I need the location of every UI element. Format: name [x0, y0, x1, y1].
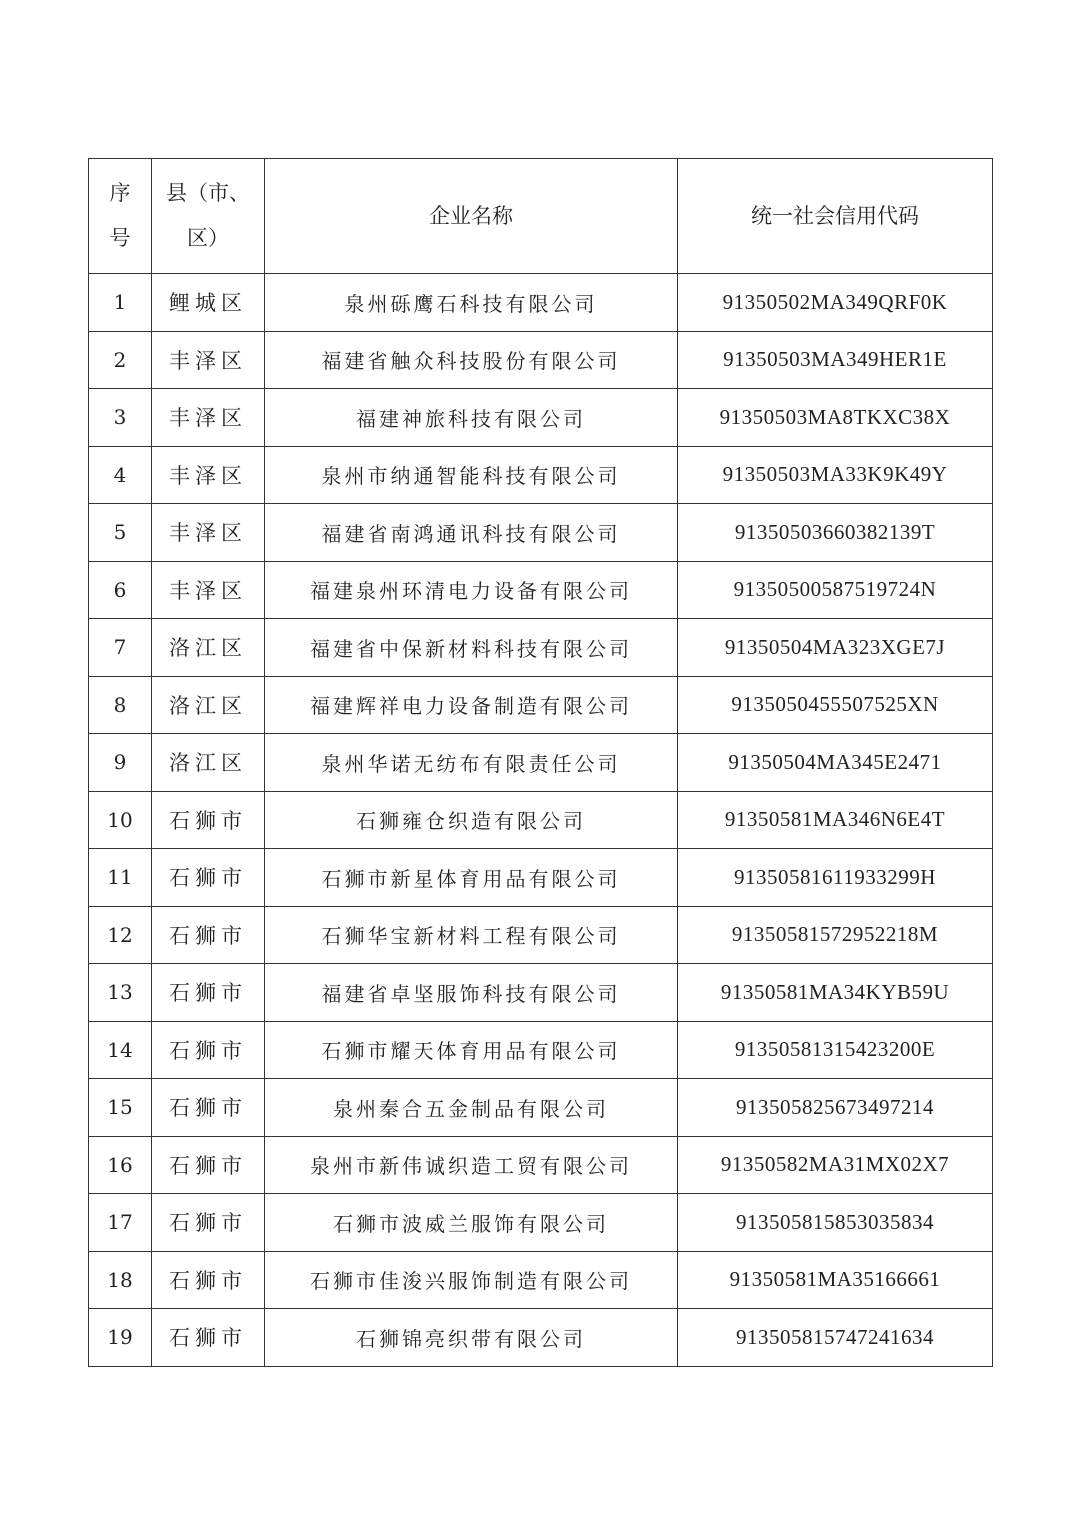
- cell-credit-code: 91350582MA31MX02X7: [678, 1136, 993, 1194]
- cell-enterprise-name: 福建泉州环清电力设备有限公司: [265, 561, 678, 619]
- cell-credit-code: 91350503MA349HER1E: [678, 331, 993, 389]
- table-row: [89, 331, 993, 389]
- cell-county: 石狮市: [152, 1194, 265, 1252]
- cell-credit-code: 91350503MA8TKXC38X: [678, 389, 993, 447]
- table-row: [89, 274, 993, 332]
- cell-county: 丰泽区: [152, 446, 265, 504]
- table-row: [89, 849, 993, 907]
- header-county-line1: 县（市、: [166, 181, 250, 205]
- cell-enterprise-name: 福建神旅科技有限公司: [265, 389, 678, 447]
- table-row: [89, 1309, 993, 1367]
- cell-seq: 19: [89, 1309, 152, 1367]
- cell-seq: 14: [89, 1021, 152, 1079]
- cell-seq: 9: [89, 734, 152, 792]
- table-row: [89, 964, 993, 1022]
- cell-seq: 5: [89, 504, 152, 562]
- cell-credit-code: 91350504MA323XGE7J: [678, 619, 993, 677]
- table-row: [89, 791, 993, 849]
- cell-enterprise-name: 泉州华诺无纺布有限责任公司: [265, 734, 678, 792]
- cell-credit-code: 91350581315423200E: [678, 1021, 993, 1079]
- table-header-row: [89, 159, 993, 274]
- cell-county: 丰泽区: [152, 504, 265, 562]
- table-row: [89, 1079, 993, 1137]
- cell-enterprise-name: 泉州市纳通智能科技有限公司: [265, 446, 678, 504]
- cell-seq: 4: [89, 446, 152, 504]
- table-row: [89, 1021, 993, 1079]
- cell-credit-code: 91350581MA346N6E4T: [678, 791, 993, 849]
- cell-credit-code: 913505815747241634: [678, 1309, 993, 1367]
- cell-seq: 16: [89, 1136, 152, 1194]
- header-county: [152, 159, 265, 274]
- cell-enterprise-name: 福建省中保新材料科技有限公司: [265, 619, 678, 677]
- cell-enterprise-name: 泉州砾鹰石科技有限公司: [265, 274, 678, 332]
- cell-county: 石狮市: [152, 906, 265, 964]
- cell-county: 石狮市: [152, 1021, 265, 1079]
- table-row: [89, 619, 993, 677]
- cell-seq: 10: [89, 791, 152, 849]
- cell-enterprise-name: 福建省卓坚服饰科技有限公司: [265, 964, 678, 1022]
- cell-county: 丰泽区: [152, 331, 265, 389]
- table-row: [89, 1251, 993, 1309]
- cell-county: 石狮市: [152, 964, 265, 1022]
- cell-credit-code: 91350503660382139T: [678, 504, 993, 562]
- header-enterprise-name: 企业名称: [265, 159, 678, 274]
- header-seq-line1: 序: [109, 181, 131, 205]
- table-row: [89, 504, 993, 562]
- cell-county: 石狮市: [152, 1136, 265, 1194]
- cell-seq: 12: [89, 906, 152, 964]
- table-row: [89, 906, 993, 964]
- cell-enterprise-name: 石狮锦亮织带有限公司: [265, 1309, 678, 1367]
- cell-seq: 18: [89, 1251, 152, 1309]
- cell-credit-code: 91350503MA33K9K49Y: [678, 446, 993, 504]
- table-row: [89, 734, 993, 792]
- cell-seq: 7: [89, 619, 152, 677]
- cell-enterprise-name: 泉州秦合五金制品有限公司: [265, 1079, 678, 1137]
- cell-credit-code: 91350581MA34KYB59U: [678, 964, 993, 1022]
- cell-enterprise-name: 石狮华宝新材料工程有限公司: [265, 906, 678, 964]
- cell-seq: 6: [89, 561, 152, 619]
- cell-seq: 13: [89, 964, 152, 1022]
- header-seq: [89, 159, 152, 274]
- cell-seq: 11: [89, 849, 152, 907]
- cell-enterprise-name: 福建省南鸿通讯科技有限公司: [265, 504, 678, 562]
- cell-enterprise-name: 石狮市波威兰服饰有限公司: [265, 1194, 678, 1252]
- cell-credit-code: 91350500587519724N: [678, 561, 993, 619]
- cell-credit-code: 91350502MA349QRF0K: [678, 274, 993, 332]
- cell-county: 石狮市: [152, 1251, 265, 1309]
- cell-county: 鲤城区: [152, 274, 265, 332]
- cell-credit-code: 91350581611933299H: [678, 849, 993, 907]
- cell-credit-code: 913505825673497214: [678, 1079, 993, 1137]
- cell-county: 洛江区: [152, 619, 265, 677]
- cell-seq: 8: [89, 676, 152, 734]
- cell-enterprise-name: 石狮雍仓织造有限公司: [265, 791, 678, 849]
- cell-county: 洛江区: [152, 676, 265, 734]
- cell-seq: 1: [89, 274, 152, 332]
- cell-county: 石狮市: [152, 849, 265, 907]
- cell-credit-code: 913505815853035834: [678, 1194, 993, 1252]
- cell-credit-code: 91350504MA345E2471: [678, 734, 993, 792]
- cell-county: 石狮市: [152, 791, 265, 849]
- cell-enterprise-name: 石狮市耀天体育用品有限公司: [265, 1021, 678, 1079]
- cell-county: 石狮市: [152, 1079, 265, 1137]
- cell-county: 石狮市: [152, 1309, 265, 1367]
- cell-seq: 2: [89, 331, 152, 389]
- cell-seq: 3: [89, 389, 152, 447]
- cell-seq: 15: [89, 1079, 152, 1137]
- cell-credit-code: 91350581MA35166661: [678, 1251, 993, 1309]
- cell-credit-code: 91350581572952218M: [678, 906, 993, 964]
- table-row: [89, 1194, 993, 1252]
- header-seq-line2: 号: [109, 226, 131, 250]
- cell-county: 丰泽区: [152, 389, 265, 447]
- enterprise-table: [88, 158, 993, 1367]
- cell-county: 洛江区: [152, 734, 265, 792]
- cell-enterprise-name: 石狮市佳浚兴服饰制造有限公司: [265, 1251, 678, 1309]
- cell-enterprise-name: 福建辉祥电力设备制造有限公司: [265, 676, 678, 734]
- table-row: [89, 676, 993, 734]
- cell-county: 丰泽区: [152, 561, 265, 619]
- table-row: [89, 1136, 993, 1194]
- table-row: [89, 446, 993, 504]
- header-county-line2: 区）: [187, 226, 229, 250]
- cell-enterprise-name: 石狮市新星体育用品有限公司: [265, 849, 678, 907]
- cell-seq: 17: [89, 1194, 152, 1252]
- table-row: [89, 561, 993, 619]
- header-credit-code: 统一社会信用代码: [678, 159, 993, 274]
- cell-enterprise-name: 泉州市新伟诚织造工贸有限公司: [265, 1136, 678, 1194]
- table-row: [89, 389, 993, 447]
- cell-credit-code: 9135050455507525XN: [678, 676, 993, 734]
- cell-enterprise-name: 福建省触众科技股份有限公司: [265, 331, 678, 389]
